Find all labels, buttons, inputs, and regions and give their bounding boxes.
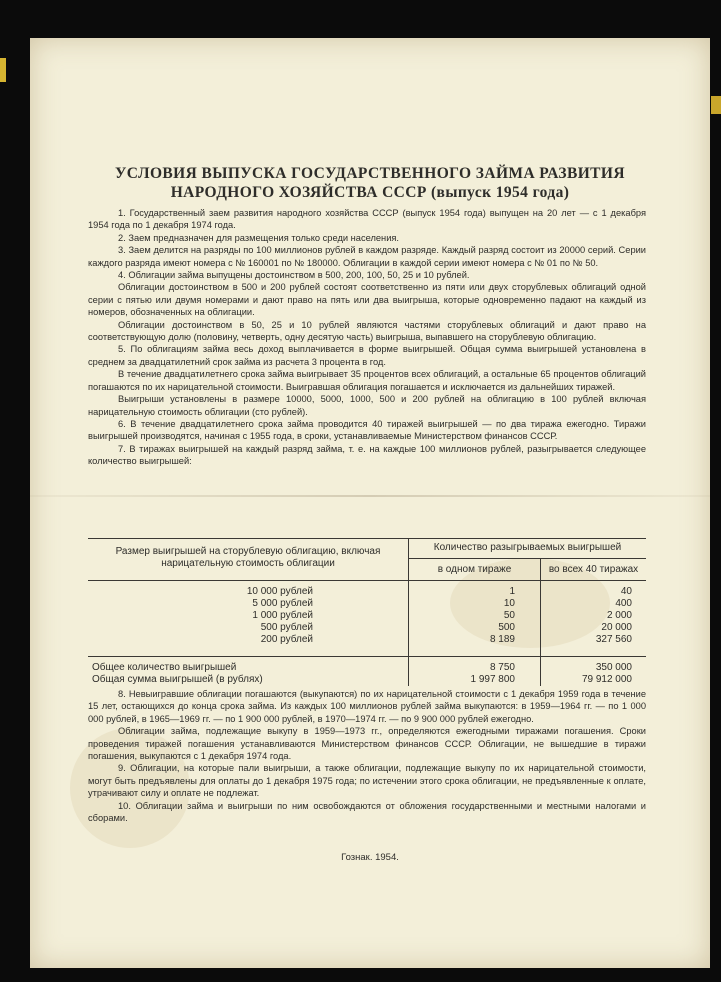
- paragraph: 5. По облигациям займа весь доход выплачивается в форме выигрышей. Общая сумма выигрышей установлена в среднем за двадцатилетний срок займа из расчета 3 процента в год.: [88, 344, 646, 367]
- table-row-all: 20 000: [601, 622, 632, 633]
- table-head-count: Количество разыгрываемых выигрышей: [433, 542, 622, 553]
- table-total-count-all: 350 000: [595, 662, 632, 673]
- table-total-sum-label: Общая сумма выигрышей (в рублях): [92, 674, 263, 685]
- table-row-label: 500 рублей: [260, 622, 313, 633]
- paragraph: Облигации достоинством в 500 и 200 рублей состоят соответственно из пяти или двух сторублевых облигаций одной серии с пятью или двумя номерами и дают право на пять или два выигрыша, которые одновременно падают на каждый из номеров, обозначенных на облигации.: [88, 282, 646, 318]
- paragraph: Облигации займа, подлежащие выкупу в 1959—1973 гг., определяются ежегодными тиражами погашения. Сроки проведения тиражей погашения устанавливаются Министерством финансов СССР. Облигации, не вышедшие в тиражи погашения, выкупаются с 1 декабря 1974 года.: [88, 726, 646, 762]
- table-row-one: 8 189: [489, 634, 515, 645]
- paragraph: В течение двадцатилетнего срока займа выигрывает 35 процентов всех облигаций, а остальные 65 процентов облигаций погашаются по их нарицательной стоимости. Выигравшая облигация погашается и исключается из дальнейших тиражей.: [88, 369, 646, 392]
- table-total-sum-one: 1 997 800: [470, 674, 515, 685]
- table-total-sum-all: 79 912 000: [581, 674, 632, 685]
- paragraph: 10. Облигации займа и выигрыши по ним освобождаются от обложения государственными и местными налогами и сборами.: [88, 800, 646, 824]
- table-row-one: 500: [498, 622, 515, 633]
- paper-fold: [30, 495, 710, 497]
- printer-imprint: Гознак. 1954.: [341, 852, 399, 863]
- table-total-count-one: 8 750: [489, 662, 515, 673]
- paragraph: Выигрыши установлены в размере 10000, 5000, 1000, 500 и 200 рублей на облигацию в 100 рублей включая нарицательную стоимость облигации (сто рублей).: [88, 394, 646, 417]
- paragraph: 8. Невыигравшие облигации погашаются (выкупаются) по их нарицательной стоимости с 1 декабря 1959 года в течение 15 лет, остающихся до конца срока займа. Из каждых 100 миллионов рублей займа выкупаются: в 1959—1964 гг. — по 1 000 000 рублей, в 1965—1969 гг. — по 1 900 000 рублей, в 1970—1974 гг. — по 9 900 000 рублей ежегодно.: [88, 689, 646, 724]
- table-head-prize-size: Размер выигрышей на сторублевую облигацию, включая нарицательную стоимость облигации: [115, 546, 381, 569]
- paragraph: 1. Государственный заем развития народного хозяйства СССР (выпуск 1954 года) выпущен на 20 лет — с 1 декабря 1954 года по 1 декабря 1974 года.: [88, 208, 646, 231]
- table-row-label: 5 000 рублей: [252, 598, 313, 609]
- table-row-label: 1 000 рублей: [252, 610, 313, 621]
- paragraph: 6. В течение двадцатилетнего срока займа проводится 40 тиражей выигрышей — по два тиража ежегодно. Тиражи выигрышей производятся, начиная с 1955 года, в сроки, устанавливаемые Министерством финансов СССР.: [88, 418, 646, 442]
- paragraph: 2. Заем предназначен для размещения только среди населения.: [118, 232, 399, 243]
- edge-strip: [0, 58, 6, 82]
- table-row-all: 327 560: [595, 634, 632, 645]
- paragraph: 3. Заем делится на разряды по 100 миллионов рублей в каждом разряде. Каждый разряд состоит из 20000 серий. Серии каждого разряда имеют номера с № 160001 по № 180000. Облигации в каждой серии имеют номера с № 01 по № 50.: [88, 245, 646, 268]
- page-title-line1: УСЛОВИЯ ВЫПУСКА ГОСУДАРСТВЕННОГО ЗАЙМА РАЗВИТИЯ: [115, 165, 625, 182]
- table-row-all: 400: [615, 598, 632, 609]
- table-total-count-label: Общее количество выигрышей: [92, 662, 237, 673]
- table-subhead-all-draws: во всех 40 тиражах: [548, 564, 639, 575]
- paragraph: 9. Облигации, на которые пали выигрыши, а также облигации, подлежащие выкупу по их нарицательной стоимости, могут быть предъявлены для оплаты до 1 декабря 1975 года; по истечении этого срока облигации, не предъявленные к оплате, утрачивают силу и оплате не подлежат.: [88, 763, 646, 799]
- table-subhead-one-draw: в одном тираже: [437, 564, 512, 575]
- paragraph: 7. В тиражах выигрышей на каждый разряд займа, т. е. на каждые 100 миллионов рублей, разыгрывается следующее количество выигрышей:: [88, 443, 646, 467]
- table-row-all: 40: [620, 586, 632, 597]
- prize-table: [88, 538, 646, 686]
- table-row-all: 2 000: [606, 610, 632, 621]
- table-row-one: 1: [509, 586, 515, 597]
- page-title-line2: НАРОДНОГО ХОЗЯЙСТВА СССР (выпуск 1954 года): [170, 184, 570, 201]
- table-row-one: 10: [503, 598, 515, 609]
- table-row-one: 50: [503, 610, 515, 621]
- table-row-label: 200 рублей: [260, 634, 313, 645]
- bond-reverse-sheet: [30, 38, 710, 968]
- terms-bottom: [88, 688, 646, 824]
- paragraph: Облигации достоинством в 50, 25 и 10 рублей являются частями сторублевых облигаций и дают право на соответствующую долю (половину, четверть, одну десятую часть) выигрыша, выпавшего на сторублевую облигацию.: [88, 319, 646, 343]
- paragraph: 4. Облигации займа выпущены достоинством в 500, 200, 100, 50, 25 и 10 рублей.: [118, 270, 470, 281]
- edge-strip: [711, 96, 721, 114]
- terms-top: [88, 207, 646, 468]
- table-row-label: 10 000 рублей: [246, 586, 313, 597]
